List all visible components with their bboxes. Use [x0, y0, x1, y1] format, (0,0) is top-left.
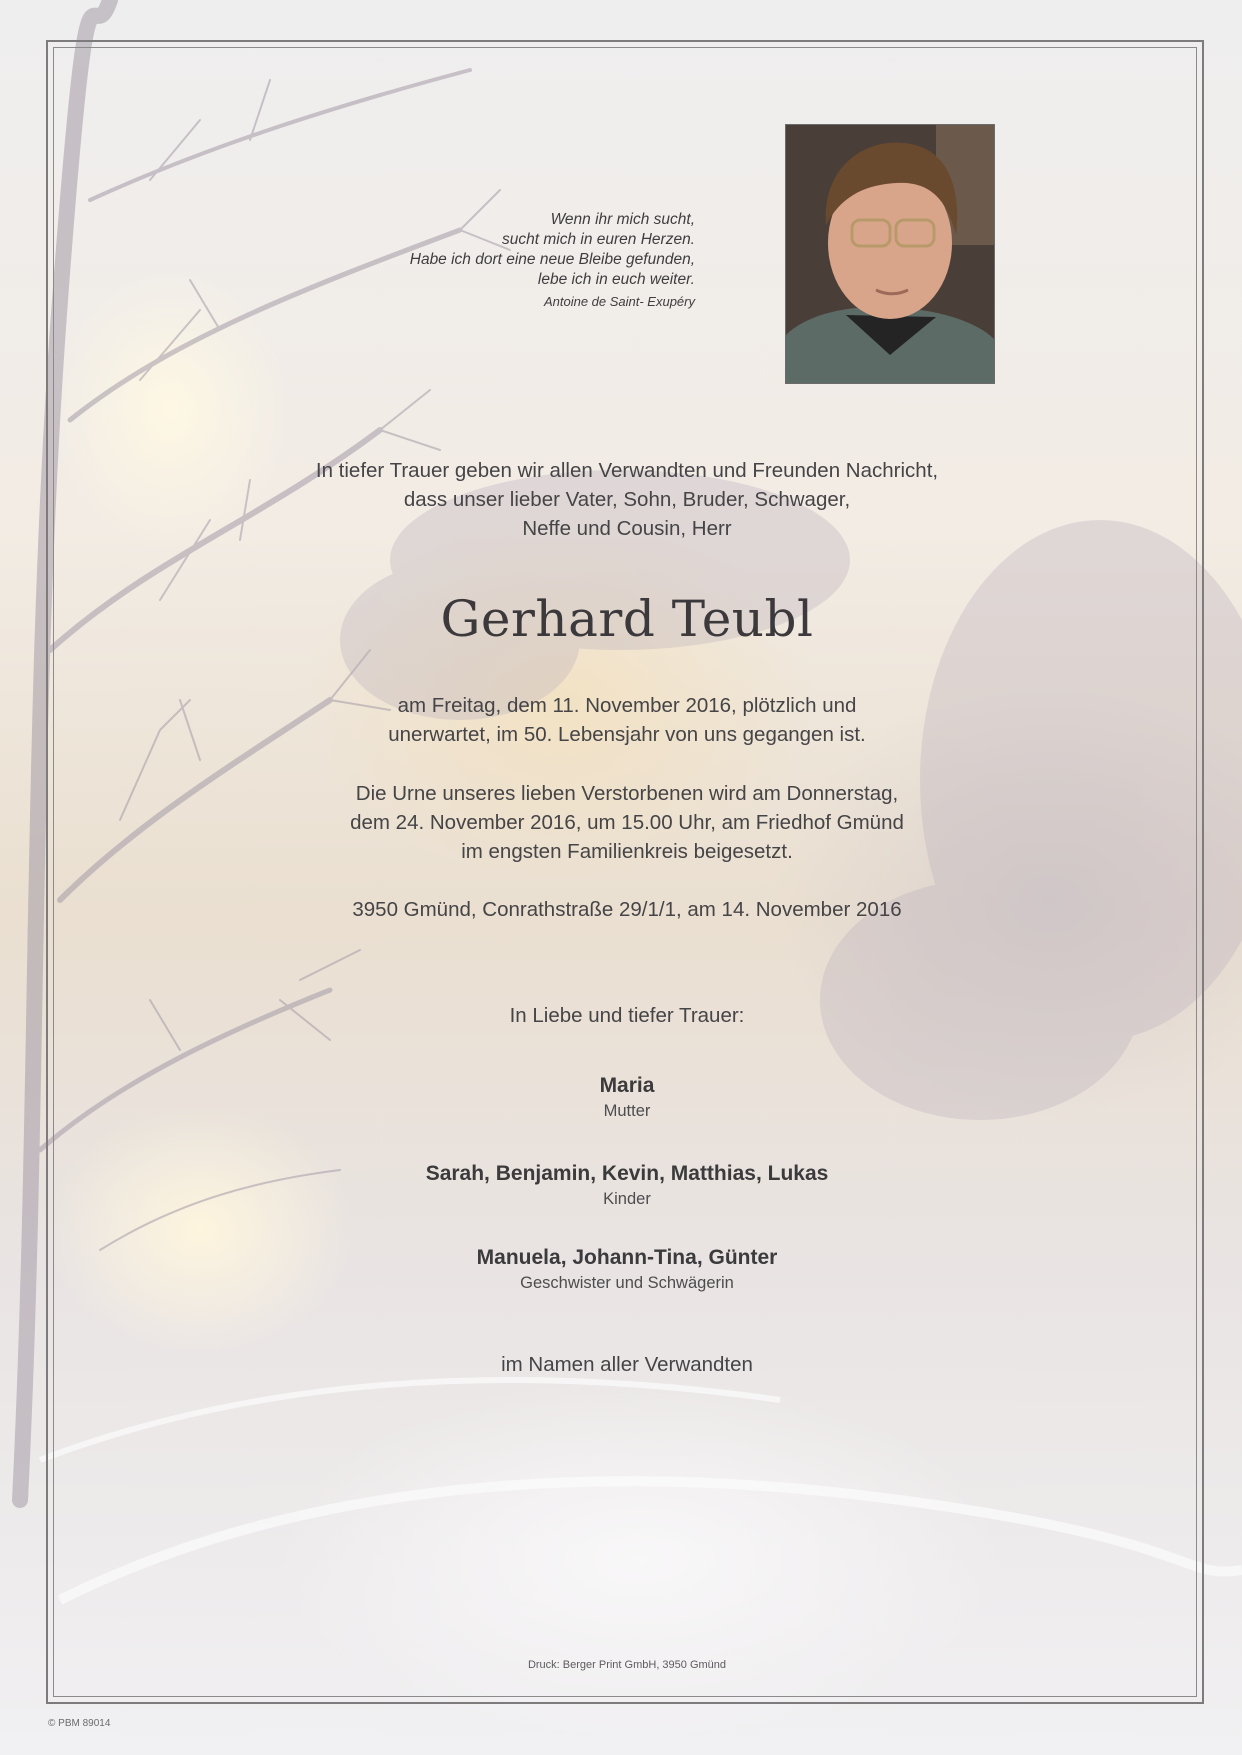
announcement-intro: [227, 456, 1027, 543]
relative-group: [227, 1159, 1027, 1210]
quote-line: Habe ich dort eine neue Bleibe gefunden,: [409, 251, 695, 268]
quote-line: Wenn ihr mich sucht,: [550, 211, 695, 228]
printer-credit: Druck: Berger Print GmbH, 3950 Gmünd: [527, 1659, 727, 1671]
quote-line: lebe ich in euch weiter.: [537, 271, 695, 288]
closing-line: im Namen aller Verwandten: [501, 1353, 753, 1376]
death-notice: [227, 691, 1027, 749]
relative-role: Kinder: [603, 1190, 651, 1208]
intro-line: Neffe und Cousin, Herr: [522, 517, 732, 540]
funeral-line: dem 24. November 2016, um 15.00 Uhr, am Friedhof Gmünd: [350, 811, 904, 834]
relative-role: Geschwister und Schwägerin: [520, 1274, 734, 1292]
relative-group: [227, 1243, 1027, 1294]
mourning-intro: In Liebe und tiefer Trauer:: [509, 1004, 745, 1027]
relative-names: Sarah, Benjamin, Kevin, Matthias, Lukas: [425, 1162, 829, 1185]
funeral-line: im engsten Familienkreis beigesetzt.: [461, 840, 793, 863]
death-line: am Freitag, dem 11. November 2016, plötzlich und: [397, 694, 857, 717]
funeral-line: Die Urne unseres lieben Verstorbenen wird am Donnerstag,: [355, 782, 899, 805]
intro-line: In tiefer Trauer geben wir allen Verwandten und Freunden Nachricht,: [315, 459, 939, 482]
template-code: © PBM 89014: [48, 1718, 111, 1729]
relative-group: [227, 1071, 1027, 1122]
portrait-photo-icon: [785, 124, 995, 384]
death-line: unerwartet, im 50. Lebensjahr von uns gegangen ist.: [388, 723, 866, 746]
place-and-date: 3950 Gmünd, Conrathstraße 29/1/1, am 14. November 2016: [352, 898, 902, 921]
relative-names: Manuela, Johann-Tina, Günter: [476, 1246, 778, 1269]
funeral-notice: [227, 779, 1027, 866]
relative-names: Maria: [599, 1074, 655, 1097]
quote-author: Antoine de Saint- Exupéry: [543, 294, 695, 309]
deceased-name: Gerhard Teubl: [440, 590, 814, 648]
intro-line: dass unser lieber Vater, Sohn, Bruder, Schwager,: [403, 488, 851, 511]
relative-role: Mutter: [603, 1102, 651, 1120]
memorial-quote: [275, 210, 695, 312]
quote-line: sucht mich in euren Herzen.: [502, 231, 695, 248]
